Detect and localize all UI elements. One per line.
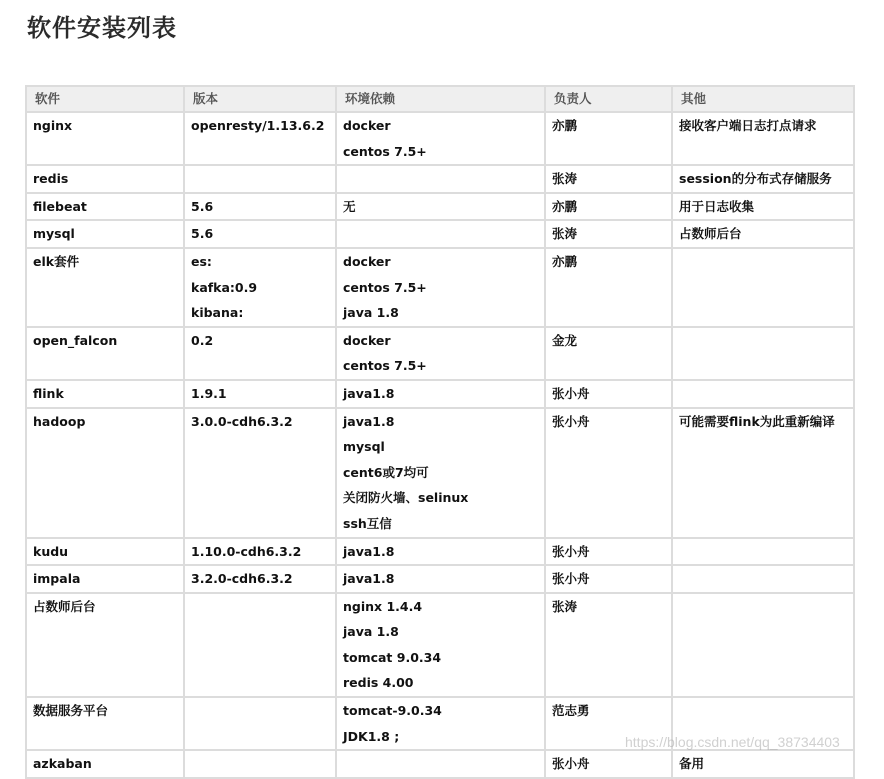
cell-dependencies — [336, 327, 545, 380]
cell-software: open_falcon — [26, 327, 184, 380]
cell-version — [184, 112, 336, 165]
cell-software: elk套件 — [26, 248, 184, 327]
software-table — [25, 85, 855, 779]
cell-version — [184, 380, 336, 408]
cell-version — [184, 193, 336, 221]
header-other: 其他 — [672, 86, 854, 112]
cell-dependencies — [336, 380, 545, 408]
cell-dependencies-line: 关闭防火墙、selinux — [343, 490, 469, 506]
cell-owner: 张涛 — [545, 593, 672, 697]
cell-dependencies-line: centos 7.5+ — [343, 358, 427, 374]
table-row — [26, 565, 854, 593]
table-row — [26, 112, 854, 165]
cell-dependencies-line: JDK1.8 ; — [343, 728, 400, 744]
table-row — [26, 327, 854, 380]
cell-software: hadoop — [26, 408, 184, 538]
cell-dependencies-line: redis 4.00 — [343, 675, 414, 691]
cell-owner: 张小舟 — [545, 380, 672, 408]
cell-dependencies-line: java 1.8 — [343, 305, 399, 321]
cell-version — [184, 165, 336, 193]
header-software: 软件 — [26, 86, 184, 112]
watermark: https://blog.csdn.net/qq_38734403 — [625, 734, 840, 750]
cell-dependencies — [336, 538, 545, 566]
cell-dependencies-line: mysql — [343, 439, 385, 455]
cell-dependencies-line: tomcat 9.0.34 — [343, 649, 442, 665]
cell-software: flink — [26, 380, 184, 408]
cell-owner: 金龙 — [545, 327, 672, 380]
cell-dependencies-line: java1.8 — [343, 571, 395, 587]
cell-version — [184, 593, 336, 697]
cell-owner: 张涛 — [545, 220, 672, 248]
cell-other: session的分布式存储服务 — [672, 165, 854, 193]
cell-software: 数据服务平台 — [26, 697, 184, 750]
table-row — [26, 248, 854, 327]
cell-software: kudu — [26, 538, 184, 566]
header-row — [26, 86, 854, 112]
cell-version — [184, 327, 336, 380]
cell-other — [672, 327, 854, 380]
cell-other — [672, 593, 854, 697]
cell-dependencies-line: java 1.8 — [343, 624, 399, 640]
cell-other — [672, 538, 854, 566]
cell-version — [184, 750, 336, 778]
header-owner: 负责人 — [545, 86, 672, 112]
cell-version — [184, 565, 336, 593]
cell-version-line: kibana: — [191, 305, 244, 321]
cell-dependencies-line: java1.8 — [343, 385, 395, 401]
header-dependencies: 环境依赖 — [336, 86, 545, 112]
cell-dependencies-line: cent6或7均可 — [343, 464, 429, 480]
table-row — [26, 593, 854, 697]
cell-software: filebeat — [26, 193, 184, 221]
table-header — [26, 86, 854, 112]
cell-version-line: openresty/1.13.6.2 — [191, 118, 325, 133]
table-row — [26, 193, 854, 221]
cell-dependencies — [336, 165, 545, 193]
cell-version — [184, 220, 336, 248]
cell-version — [184, 408, 336, 538]
cell-version-line: 3.0.0-cdh6.3.2 — [191, 413, 293, 429]
cell-software: azkaban — [26, 750, 184, 778]
cell-version-line: 1.9.1 — [191, 385, 227, 401]
cell-dependencies-line: java1.8 — [343, 413, 395, 429]
cell-dependencies-line: docker — [343, 332, 391, 348]
cell-other: 占数师后台 — [672, 220, 854, 248]
cell-owner: 张小舟 — [545, 565, 672, 593]
cell-owner: 张涛 — [545, 165, 672, 193]
cell-version — [184, 248, 336, 327]
cell-dependencies-line: centos 7.5+ — [343, 279, 427, 295]
cell-dependencies — [336, 750, 545, 778]
cell-version-line: kafka:0.9 — [191, 279, 258, 295]
cell-owner: 张小舟 — [545, 538, 672, 566]
cell-software: mysql — [26, 220, 184, 248]
cell-version-line: 5.6 — [191, 226, 214, 242]
cell-dependencies-line: 无 — [343, 198, 356, 214]
cell-version-line: 3.2.0-cdh6.3.2 — [191, 571, 293, 587]
cell-other — [672, 565, 854, 593]
header-version: 版本 — [184, 86, 336, 112]
cell-version-line: 5.6 — [191, 198, 214, 214]
cell-dependencies — [336, 220, 545, 248]
cell-version — [184, 697, 336, 750]
cell-dependencies-line: java1.8 — [343, 543, 395, 559]
cell-dependencies — [336, 565, 545, 593]
table-row — [26, 220, 854, 248]
cell-software: redis — [26, 165, 184, 193]
cell-dependencies — [336, 112, 545, 165]
cell-dependencies — [336, 697, 545, 750]
cell-dependencies — [336, 593, 545, 697]
cell-software: 占数师后台 — [26, 593, 184, 697]
cell-version-line: es: — [191, 253, 212, 269]
cell-version-line: 1.10.0-cdh6.3.2 — [191, 543, 302, 559]
cell-owner: 范志勇 — [545, 697, 672, 750]
cell-other: 备用 — [672, 750, 854, 778]
cell-owner: 亦鹏 — [545, 112, 672, 165]
cell-version — [184, 538, 336, 566]
cell-owner: 张小舟 — [545, 750, 672, 778]
cell-dependencies-line: centos 7.5+ — [343, 143, 427, 159]
cell-owner: 亦鹏 — [545, 248, 672, 327]
cell-dependencies-line: nginx 1.4.4 — [343, 598, 423, 614]
cell-version-line: 0.2 — [191, 332, 214, 348]
cell-owner: 张小舟 — [545, 408, 672, 538]
cell-other: 可能需要flink为此重新编译 — [672, 408, 854, 538]
table-row — [26, 165, 854, 193]
cell-dependencies — [336, 248, 545, 327]
page-title: 软件安装列表 — [27, 14, 177, 42]
cell-dependencies-line: ssh互信 — [343, 515, 392, 531]
cell-other — [672, 248, 854, 327]
cell-owner: 亦鹏 — [545, 193, 672, 221]
cell-dependencies — [336, 408, 545, 538]
cell-software: impala — [26, 565, 184, 593]
cell-software: nginx — [26, 112, 184, 165]
cell-dependencies-line: docker — [343, 253, 391, 269]
cell-dependencies-line: docker — [343, 118, 391, 133]
table-row — [26, 538, 854, 566]
cell-dependencies-line: tomcat-9.0.34 — [343, 703, 442, 719]
cell-other — [672, 380, 854, 408]
table-body — [26, 112, 854, 778]
table-row — [26, 408, 854, 538]
cell-dependencies — [336, 193, 545, 221]
cell-other: 用于日志收集 — [672, 193, 854, 221]
cell-other: 接收客户端日志打点请求 — [672, 112, 854, 165]
table-row — [26, 380, 854, 408]
table-row — [26, 750, 854, 778]
